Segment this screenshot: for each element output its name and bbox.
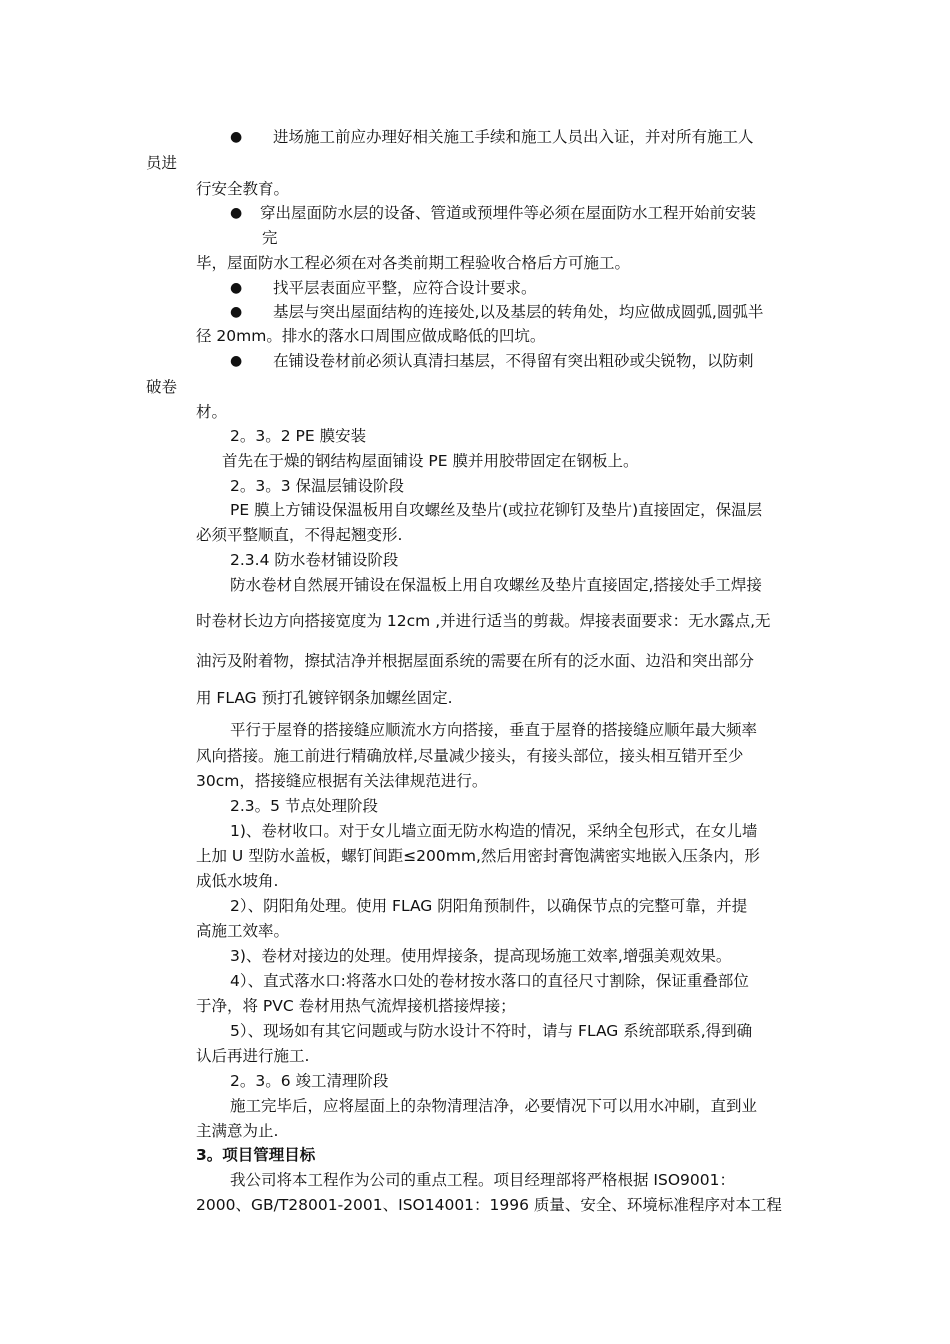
bullet-2-line-1: 穿出屋面防水层的设备、管道或预埋件等必须在屋面防水工程开始前安装 bbox=[260, 204, 757, 222]
bullet-icon: ● bbox=[230, 129, 243, 145]
section-2-3-6-line-1: 施工完毕后，应将屋面上的杂物清理洁净，必要情况下可以用水冲刷，直到业 bbox=[230, 1097, 758, 1115]
section-2-3-3-line-2: 必须平整顺直，不得起翘变形. bbox=[196, 526, 403, 544]
section-2-3-4-line-2: 时卷材长边方向搭接宽度为 12cm ,并进行适当的剪裁。焊接表面要求：无水露点,无 bbox=[196, 612, 771, 630]
bullet-icon: ● bbox=[230, 280, 243, 296]
section-2-3-4-para2-line-2: 风向搭接。施工前进行精确放样,尽量减少接头，有接头部位，接头相互错开至少 bbox=[196, 747, 744, 765]
bullet-icon: ● bbox=[230, 205, 243, 221]
section-2-3-6-line-2: 主满意为止. bbox=[196, 1122, 279, 1140]
section-2-3-5-item-2-line-1: 2）、阴阳角处理。使用 FLAG 阴阳角预制件，以确保节点的完整可靠，并提 bbox=[230, 897, 748, 915]
section-2-3-3-line-1: PE 膜上方铺设保温板用自攻螺丝及垫片(或拉花铆钉及垫片)直接固定，保温层 bbox=[230, 501, 763, 519]
bullet-4-line-2: 径 20mm。排水的落水口周围应做成略低的凹坑。 bbox=[196, 327, 546, 345]
bullet-icon: ● bbox=[230, 304, 243, 320]
section-heading-3: 3。项目管理目标 bbox=[196, 1146, 316, 1164]
section-heading-2-3-6: 2。3。6 竣工清理阶段 bbox=[230, 1072, 389, 1090]
section-2-3-4-line-3: 油污及附着物，擦拭洁净并根据屋面系统的需要在所有的泛水面、边沿和突出部分 bbox=[196, 652, 755, 670]
section-2-3-4-line-1: 防水卷材自然展开铺设在保温板上用自攻螺丝及垫片直接固定,搭接处手工焊接 bbox=[230, 576, 762, 594]
bullet-5-line-1: 在铺设卷材前必须认真清扫基层，不得留有突出粗砂或尖锐物，以防刺 bbox=[273, 352, 754, 370]
section-2-3-5-item-4-line-2: 于净，将 PVC 卷材用热气流焊接机搭接焊接； bbox=[196, 997, 516, 1015]
bullet-4-line-1: 基层与突出屋面结构的连接处,以及基层的转角处，均应做成圆弧,圆弧半 bbox=[273, 303, 764, 321]
bullet-2-line-3: 毕，屋面防水工程必须在对各类前期工程验收合格后方可施工。 bbox=[196, 254, 631, 272]
bullet-5-line-2: 破卷 bbox=[146, 378, 178, 396]
section-heading-2-3-4: 2.3.4 防水卷材铺设阶段 bbox=[230, 551, 399, 569]
section-2-3-5-item-1-line-2: 上加 U 型防水盖板，螺钉间距≤200mm,然后用密封膏饱满密实地嵌入压条内，形 bbox=[196, 847, 760, 865]
section-heading-2-3-2: 2。3。2 PE 膜安装 bbox=[230, 427, 367, 445]
section-2-3-4-para2-line-3: 30cm，搭接缝应根据有关法律规范进行。 bbox=[196, 772, 488, 790]
section-2-3-5-item-5-line-1: 5）、现场如有其它问题或与防水设计不符时，请与 FLAG 系统部联系,得到确 bbox=[230, 1022, 753, 1040]
section-2-3-5-item-5-line-2: 认后再进行施工. bbox=[196, 1047, 310, 1065]
bullet-1-line-1: 进场施工前应办理好相关施工手续和施工人员出入证，并对所有施工人 bbox=[273, 128, 754, 146]
section-3-line-1: 我公司将本工程作为公司的重点工程。项目经理部将严格根据 ISO9001： bbox=[230, 1171, 735, 1189]
section-2-3-4-line-4: 用 FLAG 预打孔镀锌钢条加螺丝固定. bbox=[196, 689, 453, 707]
section-2-3-2-body: 首先在于燥的钢结构屋面铺设 PE 膜并用胶带固定在钢板上。 bbox=[222, 452, 639, 470]
bullet-5-line-3: 材。 bbox=[196, 403, 228, 421]
section-2-3-5-item-1-line-3: 成低水坡角. bbox=[196, 872, 279, 890]
section-2-3-5-item-1-line-1: 1)、卷材收口。对于女儿墙立面无防水构造的情况，采纳全包形式，在女儿墙 bbox=[230, 822, 758, 840]
section-2-3-5-item-2-line-2: 高施工效率。 bbox=[196, 922, 290, 940]
section-heading-2-3-5: 2.3。5 节点处理阶段 bbox=[230, 797, 378, 815]
section-2-3-5-item-4-line-1: 4）、直式落水口:将落水口处的卷材按水落口的直径尺寸割除，保证重叠部位 bbox=[230, 972, 749, 990]
section-3-line-2: 2000、GB/T28001-2001、ISO14001：1996 质量、安全、环境标准程序对本工程 bbox=[196, 1196, 782, 1214]
section-2-3-5-item-3-line-1: 3)、卷材对接边的处理。使用焊接条，提高现场施工效率,增强美观效果。 bbox=[230, 947, 732, 965]
bullet-2-line-2: 完 bbox=[262, 229, 278, 247]
bullet-1-line-3: 行安全教育。 bbox=[196, 180, 290, 198]
section-2-3-4-para2-line-1: 平行于屋脊的搭接缝应顺流水方向搭接，垂直于屋脊的搭接缝应顺年最大频率 bbox=[230, 721, 758, 739]
bullet-3-line-1: 找平层表面应平整，应符合设计要求。 bbox=[273, 279, 537, 297]
bullet-1-line-2: 员进 bbox=[146, 154, 178, 172]
section-heading-2-3-3: 2。3。3 保温层铺设阶段 bbox=[230, 477, 405, 495]
bullet-icon: ● bbox=[230, 353, 243, 369]
